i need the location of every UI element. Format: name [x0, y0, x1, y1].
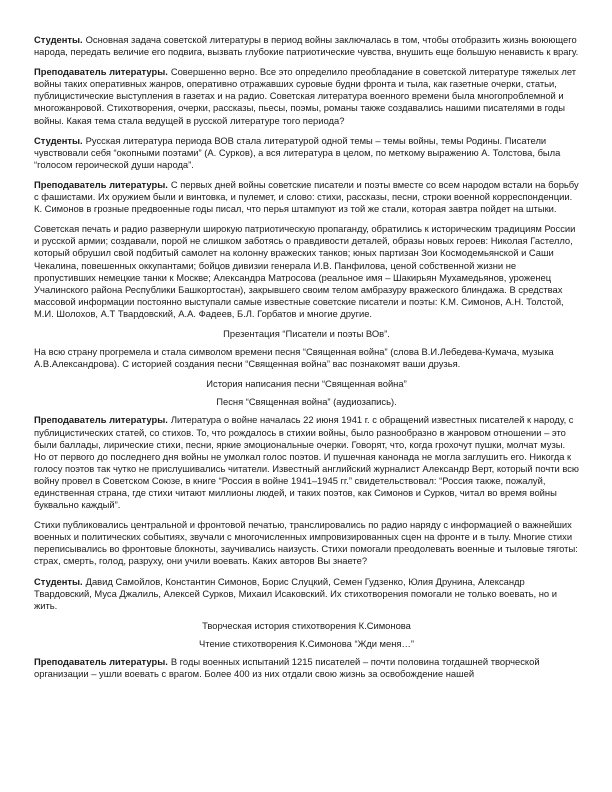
speaker-label: Студенты. — [34, 575, 83, 587]
speaker-label: Студенты. — [34, 34, 83, 45]
presentation-caption: Презентация “Писатели и поэты ВОв”. — [223, 327, 390, 339]
paragraph-text: Давид Самойлов, Константин Симонов, Борис Слуцкий, Семен Гудзенко, Юлия Друнина, Александр Твардовский, Муса Джалиль, Алексей Сурков, Михаил Исаковский. Их стихотворения помогали не только воевать, но и жить. — [34, 575, 557, 611]
paragraph-text: Основная задача советской литературы в период войны заключалась в том, чтобы отобразить жизнь воюющего народа, передать величие его подвига, вызвать глубокие патриотические чувства, внушить еще большую ненависть к врагу. — [34, 34, 579, 58]
poem-reading-caption: Чтение стихотворения К.Симонова “Жди меня…” — [199, 637, 414, 649]
paragraph-6 — [34, 346, 579, 370]
speaker-label: Преподаватель литературы. — [34, 414, 168, 426]
paragraph-8 — [34, 519, 579, 567]
paragraph-10 — [34, 656, 579, 680]
song-history-caption: История написания песни “Священная война” — [206, 378, 407, 390]
poem-history-caption: Творческая история стихотворения К.Симонова — [202, 619, 411, 631]
paragraph-text: Литература о войне началась 22 июня 1941 г. с обращений известных писателей к народу, с публицистических статей, со стихов. То, что рождалось в стихии войны, было разнообразно в жанровом отношении – это были баллады, лирические стихи, песни, яркие эмоциональные очерки. Говорят, что, когда грохочут пушки, молчат музы. Но от первого до последнего дня войны не умолкал голос поэтов. И пушечная канонада не могла заглушить его. Никогда к голосу поэтов так чутко не прислушивались читатели. Известный английский журналист Александр Верт, который почти всю войну провел в Советском Союзе, в книге “Россия в войне 1941–1945 гг.” свидетельствовал: “Россия также, пожалуй, единственная страна, где стихи читают миллионы людей, и таких поэтов, как Симонов и Сурков, читал во время войны буквально каждый”. — [34, 414, 579, 511]
paragraph-text: Стихи публиковались центральной и фронтовой печатью, транслировались по радио наряду с информацией о важнейших военных и политических событиях, звучали с многочисленных импровизированных сцен на фронте и в тылу. Многие стихи переписывались во фронтовые блокноты, заучивались наизусть. Стихи помогали преодолевать военные и тыловые тяготы: страх, смерть, голод, разруху, они учили воевать. Каких авторов Вы знаете? — [34, 519, 578, 567]
paragraph-7 — [34, 414, 579, 511]
paragraph-text: Совершенно верно. Все это определило преобладание в советской литературе тяжелых лет войны таких оперативных жанров, оперативно отражавших суровые будни фронта и тыла, как газетные очерки, статьи, публицистические выступления в газетах и на радио. Советская литература военного времени была многопроблемной и многожанровой. Стихотворения, очерки, рассказы, пьесы, поэмы, романы также создавались нашими писателями в годы войны. Какая тема стала ведущей в русской литературе того периода? — [34, 66, 577, 126]
paragraph-3 — [34, 135, 579, 171]
paragraph-4 — [34, 179, 579, 215]
paragraph-9 — [34, 576, 579, 612]
document-page — [34, 34, 579, 688]
paragraph-text: Русская литература периода ВОВ стала литературой одной темы – темы войны, темы Родины. Писатели чувствовали себя “окопными поэтами” (А. Сурков), а вся литература в целом, по меткому выражению А. Толстова, была “голосом героической души народа”. — [34, 134, 561, 170]
paragraph-text: Советская печать и радио развернули широкую патриотическую пропаганду, обратились к историческим традициям России и русской армии; создавали, порой не слишком заботясь о правдивости деталей, образы новых героев: Николая Гастелло, который обрушил свой подбитый самолет на колонну вражеских танков; юных партизан Зои Космодемьянской и Саши Чекалина, повешенных оккупантами; бойцов дивизии генерала И.В. Панфилова, ценой собственной жизни не пропустивших немецкие танки к Москве; Александра Матросова (реальное имя – Шакирьян Мухамедьянов, уроженец Учалинского района Республики Башкортостан), закрывшего своим телом амбразуру вражеского блиндажа. В средствах массовой информации постоянно выступали самые известные советские писатели и поэты: К.М. Симонов, А.Н. Толстой, М.И. Шолохов, А.Т Твардовский, А.А. Фадеев, Б.Л. Горбатов и многие другие. — [34, 223, 576, 319]
paragraph-5 — [34, 223, 579, 320]
paragraph-text: На всю страну прогремела и стала символом времени песня “Священная война” (слова В.И.Лебедева-Кумача, музыка А.В.Александрова). С историей создания песни “Священная война” вас познакомят ваши друзья. — [34, 346, 554, 370]
paragraph-text: С первых дней войны советские писатели и поэты вместе со всем народом встали на борьбу с фашистами. Их оружием были и винтовка, и пулемет, и слово: стихи, рассказы, песни, строки военной корреспонденции. К. Симонов в грозные предвоенные годы писал, что перья штампуют из той же стали, которая завтра пойдет на штыки. — [34, 178, 579, 215]
speaker-label: Преподаватель литературы. — [34, 656, 168, 668]
paragraph-1 — [34, 34, 579, 58]
paragraph-2 — [34, 66, 579, 126]
speaker-label: Студенты. — [34, 134, 83, 146]
speaker-label: Преподаватель литературы. — [34, 178, 168, 190]
song-audio-caption: Песня “Священная война” (аудиозапись). — [216, 396, 397, 408]
speaker-label: Преподаватель литературы. — [34, 66, 168, 78]
paragraph-text: В годы военных испытаний 1215 писателей – почти половина тогдашней творческой организации – ушли воевать с врагом. Более 400 из них отдали свою жизнь за освобождение нашей — [34, 656, 540, 680]
